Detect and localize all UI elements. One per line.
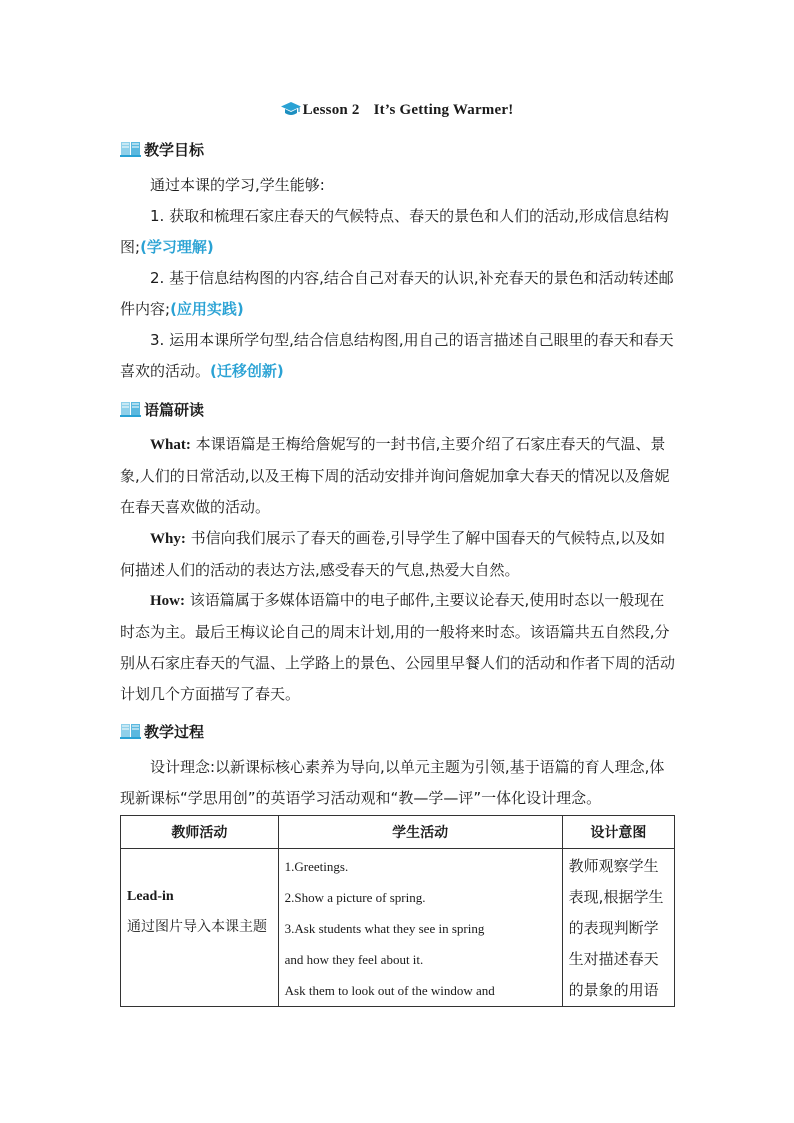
table-row (121, 849, 675, 1007)
student-line: Ask them to look out of the window and (284, 983, 495, 998)
table-header-row (121, 816, 675, 849)
lead-in-text: 通过图片导入本课主题 (127, 919, 267, 935)
objectives-intro: 通过本课的学习,学生能够: (150, 176, 325, 194)
table-header-teacher: 教师活动 (121, 816, 279, 849)
intent-line: 表现,根据学生 (568, 888, 664, 906)
teaching-process-table (120, 815, 675, 1007)
reading-why: Why: 书信向我们展示了春天的画卷,引导学生了解中国春天的气候特点,以及如何描述人们的活动的表达方法,感受春天的气息,热爱大自然。 (120, 529, 666, 579)
lesson-title (0, 101, 794, 122)
objective-item: 2. 基于信息结构图的内容,结合自己对春天的认识,补充春天的景色和活动转述邮件内容;(应用实践) (120, 269, 674, 318)
lesson-number: Lesson 2 (302, 102, 360, 118)
objective-item: 3. 运用本课所学句型,结合信息结构图,用自己的语言描述自己眼里的春天和春天喜欢的活动。(迁移创新) (120, 331, 674, 380)
lesson-name: It’s Getting Warmer! (373, 102, 514, 118)
book-icon (120, 721, 142, 741)
why-label: Why: (150, 531, 186, 547)
design-intent-cell (562, 849, 674, 1007)
section-heading-process: 教学过程 (120, 719, 204, 743)
table-header-intent: 设计意图 (562, 816, 674, 849)
book-icon (120, 399, 142, 419)
intent-line: 教师观察学生 (568, 857, 659, 875)
intent-line: 的表现判断学 (568, 919, 659, 937)
teacher-activity-cell (121, 849, 279, 1007)
objective-tag: (迁移创新) (210, 362, 284, 380)
table-header-student: 学生活动 (278, 816, 562, 849)
design-concept: 设计理念:以新课标核心素养为导向,以单元主题为引领,基于语篇的育人理念,体现新课标“学思用创”的英语学习活动观和“教—学—评”一体化设计理念。 (120, 758, 665, 807)
lead-in-title: Lead-in (127, 889, 174, 904)
intent-line: 生对描述春天 (568, 950, 659, 968)
section-heading-objectives: 教学目标 (120, 137, 204, 161)
book-icon (120, 139, 142, 159)
objective-item: 1. 获取和梳理石家庄春天的气候特点、春天的景色和人们的活动,形成信息结构图;(学习理解) (120, 207, 669, 256)
section-heading-reading: 语篇研读 (120, 397, 204, 421)
student-activity-cell (278, 849, 562, 1007)
intent-line: 的景象的用语 (568, 981, 659, 999)
student-line: 1.Greetings. (284, 859, 349, 874)
student-line: 2.Show a picture of spring. (284, 890, 426, 905)
graduation-cap-icon (281, 101, 301, 122)
objective-tag: (应用实践) (170, 300, 244, 318)
how-label: How: (150, 593, 185, 609)
student-line: and how they feel about it. (284, 952, 424, 967)
reading-what: What: 本课语篇是王梅给詹妮写的一封书信,主要介绍了石家庄春天的气温、景象,人们的日常活动,以及王梅下周的活动安排并询问詹妮加拿大春天的情况以及詹妮在春天喜欢做的活动。 (120, 435, 670, 516)
reading-how: How: 该语篇属于多媒体语篇中的电子邮件,主要议论春天,使用时态以一般现在时态为主。最后王梅议论自己的周末计划,用的一般将来时态。该语篇共五自然段,分别从石家庄春天的气温、上学路上的景色、公园里早餐人们的活动和作者下周的活动计划几个方面描写了春天。 (120, 591, 676, 703)
what-label: What: (150, 437, 191, 453)
objective-tag: (学习理解) (140, 238, 214, 256)
student-line: 3.Ask students what they see in spring (284, 921, 485, 936)
